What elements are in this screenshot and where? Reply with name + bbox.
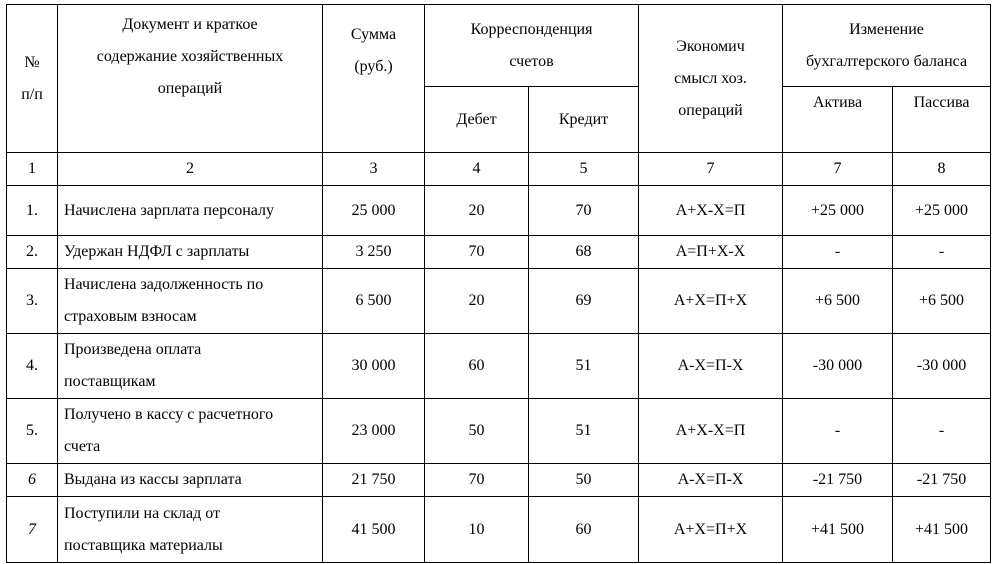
header-economic-meaning-text: Экономич смысл хоз. операций xyxy=(674,37,747,119)
row-debit: 20 xyxy=(425,269,529,334)
header-document-text: Документ и краткое содержание хозяйственных операций xyxy=(96,16,284,97)
header-liabilities: Пассива xyxy=(893,87,991,153)
row-debit: 50 xyxy=(425,399,529,464)
table-row xyxy=(7,269,991,334)
row-assets: - xyxy=(783,236,893,269)
row-economic-meaning: А+Х-Х=П xyxy=(639,399,783,464)
row-economic-meaning: А+Х=П+Х xyxy=(639,497,783,563)
row-document: Начислена зарплата персоналу xyxy=(58,186,323,236)
row-economic-meaning: А-Х=П-Х xyxy=(639,464,783,497)
row-assets: - xyxy=(783,399,893,464)
row-num: 5. xyxy=(7,399,58,464)
header-correspondence xyxy=(425,5,639,87)
row-debit: 70 xyxy=(425,236,529,269)
table-row xyxy=(7,464,991,497)
header-num xyxy=(7,5,58,153)
row-credit: 51 xyxy=(529,399,639,464)
row-num: 4. xyxy=(7,334,58,399)
table-row xyxy=(7,497,991,563)
column-number: 5 xyxy=(529,153,639,186)
row-document: Поступили на склад от поставщика материалы xyxy=(58,497,323,563)
column-number: 3 xyxy=(323,153,425,186)
column-numbers-row xyxy=(7,153,991,186)
row-debit: 70 xyxy=(425,464,529,497)
row-document: Начислена задолженность по страховым взносам xyxy=(58,269,323,334)
table-row xyxy=(7,334,991,399)
column-number: 2 xyxy=(58,153,323,186)
header-sum xyxy=(323,5,425,153)
row-credit: 68 xyxy=(529,236,639,269)
row-credit: 70 xyxy=(529,186,639,236)
header-debit: Дебет xyxy=(425,87,529,153)
row-liabilities: +6 500 xyxy=(893,269,991,334)
operations-table xyxy=(6,4,991,563)
row-credit: 60 xyxy=(529,497,639,563)
row-assets: +6 500 xyxy=(783,269,893,334)
row-num: 6 xyxy=(7,464,58,497)
header-document xyxy=(58,5,323,153)
row-debit: 60 xyxy=(425,334,529,399)
row-sum: 41 500 xyxy=(323,497,425,563)
row-credit: 51 xyxy=(529,334,639,399)
table-row xyxy=(7,236,991,269)
table-row xyxy=(7,186,991,236)
row-credit: 50 xyxy=(529,464,639,497)
header-economic-meaning xyxy=(639,5,783,153)
row-economic-meaning: А=П+Х-Х xyxy=(639,236,783,269)
row-document: Удержан НДФЛ с зарплаты xyxy=(58,236,323,269)
row-economic-meaning: А+Х-Х=П xyxy=(639,186,783,236)
row-assets: +25 000 xyxy=(783,186,893,236)
row-liabilities: - xyxy=(893,399,991,464)
row-num: 1. xyxy=(7,186,58,236)
row-economic-meaning: А-Х=П-Х xyxy=(639,334,783,399)
column-number: 7 xyxy=(783,153,893,186)
row-liabilities: +41 500 xyxy=(893,497,991,563)
row-debit: 20 xyxy=(425,186,529,236)
row-liabilities: +25 000 xyxy=(893,186,991,236)
row-sum: 30 000 xyxy=(323,334,425,399)
row-assets: +41 500 xyxy=(783,497,893,563)
row-sum: 25 000 xyxy=(323,186,425,236)
row-document: Произведена оплата поставщикам xyxy=(58,334,323,399)
row-assets: -30 000 xyxy=(783,334,893,399)
row-economic-meaning: А+Х=П+Х xyxy=(639,269,783,334)
row-num: 2. xyxy=(7,236,58,269)
row-num: 7 xyxy=(7,497,58,563)
header-num-text: № п/п xyxy=(21,53,43,103)
header-balance-change-text: Изменение бухгалтерского баланса xyxy=(805,20,968,70)
row-credit: 69 xyxy=(529,269,639,334)
header-sum-text: Сумма (руб.) xyxy=(350,26,397,75)
column-number: 7 xyxy=(639,153,783,186)
row-document: Получено в кассу с расчетного счета xyxy=(58,399,323,464)
row-num: 3. xyxy=(7,269,58,334)
row-debit: 10 xyxy=(425,497,529,563)
row-sum: 23 000 xyxy=(323,399,425,464)
header-row-1 xyxy=(7,5,991,87)
row-sum: 3 250 xyxy=(323,236,425,269)
row-liabilities: - xyxy=(893,236,991,269)
header-balance-change xyxy=(783,5,991,87)
column-number: 1 xyxy=(7,153,58,186)
row-assets: -21 750 xyxy=(783,464,893,497)
header-correspondence-text: Корреспонденция счетов xyxy=(470,20,593,70)
row-liabilities: -30 000 xyxy=(893,334,991,399)
row-sum: 6 500 xyxy=(323,269,425,334)
header-credit: Кредит xyxy=(529,87,639,153)
column-number: 8 xyxy=(893,153,991,186)
header-assets: Актива xyxy=(783,87,893,153)
column-number: 4 xyxy=(425,153,529,186)
row-sum: 21 750 xyxy=(323,464,425,497)
row-document: Выдана из кассы зарплата xyxy=(58,464,323,497)
table-row xyxy=(7,399,991,464)
row-liabilities: -21 750 xyxy=(893,464,991,497)
